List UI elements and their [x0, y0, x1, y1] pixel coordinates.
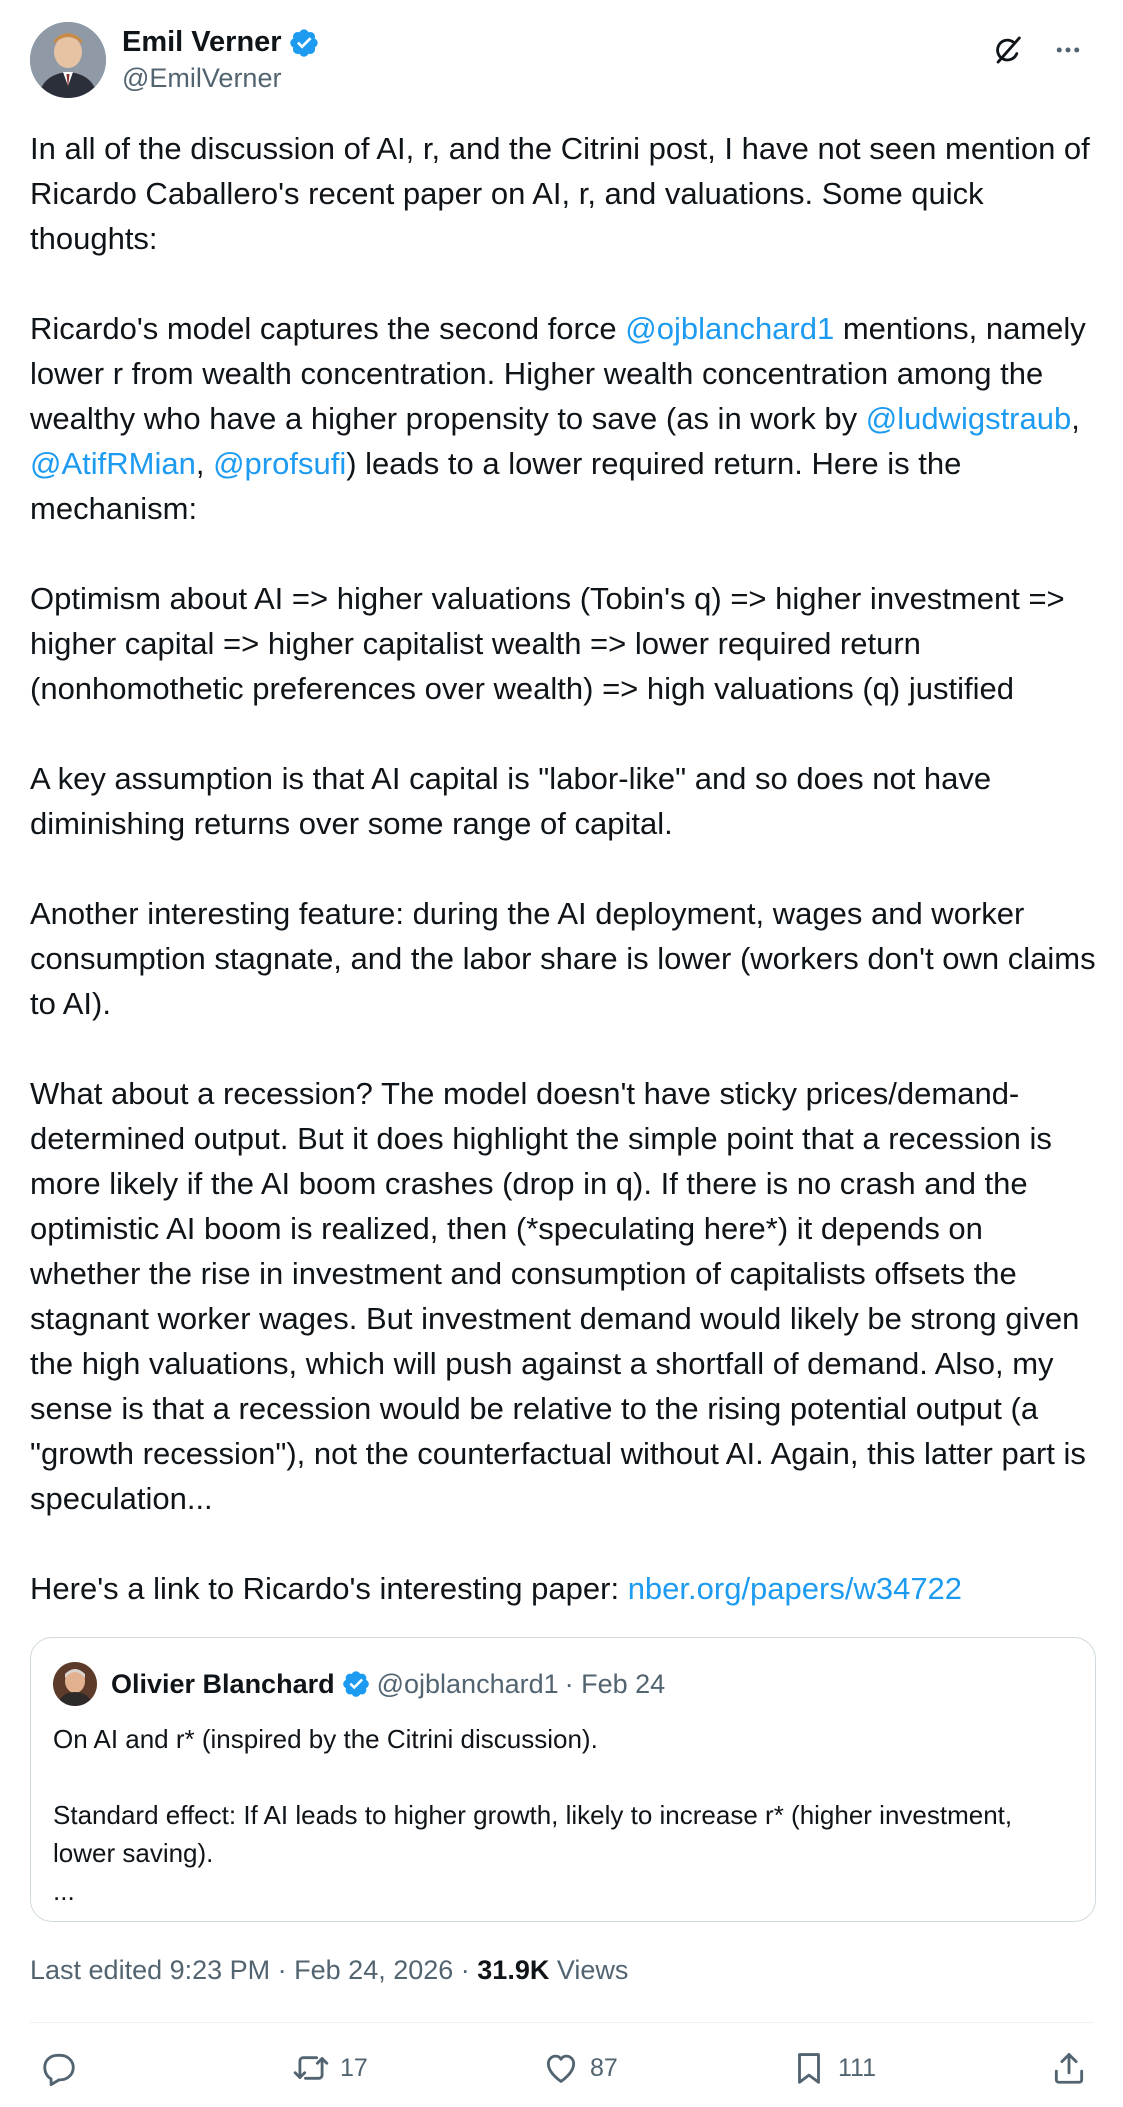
- tweet-header: [30, 20, 1090, 100]
- quoted-author-name[interactable]: Olivier Blanchard: [111, 1668, 335, 1699]
- retweet-icon: [292, 2049, 330, 2087]
- tweet-paragraph: [30, 1566, 1100, 1611]
- mention-link[interactable]: @AtifRMian: [30, 446, 196, 481]
- like-button[interactable]: [542, 2038, 618, 2098]
- more-options-icon[interactable]: [1046, 28, 1090, 72]
- tweet-text-segment: ,: [195, 446, 214, 481]
- quoted-line: Standard effect: If AI leads to higher growth, likely to increase r* (higher investment, lower saving).: [53, 1800, 1013, 1868]
- bookmark-icon: [790, 2049, 828, 2087]
- tweet-paragraph: [30, 306, 1100, 531]
- reply-button[interactable]: [40, 2038, 88, 2098]
- header-actions: [986, 28, 1090, 72]
- author-info: [122, 26, 320, 94]
- author-avatar[interactable]: [30, 22, 106, 98]
- tweet-text-segment: ) leads to a lower required return. Here is the mechanism:: [30, 446, 962, 526]
- tweet-text: [30, 126, 1100, 1611]
- heart-icon: [542, 2049, 580, 2087]
- quoted-author-handle[interactable]: @ojblanchard1: [376, 1668, 559, 1699]
- retweet-count: 17: [340, 2053, 368, 2082]
- tweet-paragraph: [30, 1071, 1100, 1521]
- action-bar: [30, 2038, 1094, 2098]
- bookmark-button[interactable]: [790, 2038, 876, 2098]
- tweet-paragraph: [30, 576, 1100, 711]
- views-count: 31.9K: [477, 1955, 550, 1985]
- views-label: Views: [549, 1955, 629, 1985]
- author-name[interactable]: Emil Verner: [122, 26, 282, 58]
- like-count: 87: [590, 2053, 618, 2082]
- tweet-text-segment: Here's a link to Ricardo's interesting paper:: [30, 1571, 628, 1606]
- paper-link[interactable]: nber.org/papers/w34722: [627, 1571, 963, 1606]
- tweet-text-segment: Another interesting feature: during the AI deployment, wages and worker consumption stagnate, and the labor share is lower (workers don't own claims to AI).: [30, 896, 1096, 1021]
- quoted-tweet-date[interactable]: · Feb 24: [564, 1668, 666, 1699]
- tweet-meta: [30, 1955, 628, 1986]
- edited-timestamp[interactable]: Last edited 9:23 PM · Feb 24, 2026 ·: [30, 1955, 478, 1985]
- tweet-text-segment: Optimism about AI => higher valuations (Tobin's q) => higher investment => higher capital => higher capitalist wealth => lower required return (nonhomothetic preferences over wealth) => high valuations (q) justified: [30, 581, 1065, 706]
- author-handle[interactable]: @EmilVerner: [122, 63, 282, 93]
- mention-link[interactable]: @ojblanchard1: [625, 311, 835, 346]
- tweet-text-segment: Ricardo's model captures the second force: [30, 311, 626, 346]
- quoted-line: On AI and r* (inspired by the Citrini discussion).: [53, 1724, 598, 1754]
- quoted-author-avatar[interactable]: [53, 1662, 97, 1706]
- quoted-tweet-text: [53, 1720, 1063, 1910]
- tweet-paragraph: [30, 126, 1100, 261]
- tweet-paragraph: [30, 891, 1100, 1026]
- divider: [30, 2022, 1094, 2023]
- tweet-text-segment: What about a recession? The model doesn't have sticky prices/demand-determined output. But it does highlight the simple point that a recession is more likely if the AI boom crashes (drop in q). If there is no crash and the optimistic AI boom is realized, then (*speculating here*) it depends on whether the rise in investment and consumption of capitalists offsets the stagnant worker wages. But investment demand would likely be strong given the high valuations, which will push against a shortfall of demand. Also, my sense is that a recession would be relative to the rising potential output (a "growth recession"), not the counterfactual without AI. Again, this latter part is speculation...: [30, 1076, 1086, 1516]
- quoted-tweet[interactable]: [30, 1637, 1096, 1922]
- tweet-text-segment: In all of the discussion of AI, r, and the Citrini post, I have not seen mention of Ricardo Caballero's recent paper on AI, r, and valuations. Some quick thoughts:: [30, 131, 1090, 256]
- quoted-line: ...: [53, 1876, 75, 1906]
- tweet-text-segment: mentions, namely lower r from wealth concentration. Higher wealth concentration among the wealthy who have a higher propensity to save (as in work by: [30, 311, 1086, 436]
- tweet-paragraph: [30, 756, 1100, 846]
- retweet-button[interactable]: [292, 2038, 368, 2098]
- tweet-text-segment: A key assumption is that AI capital is "labor-like" and so does not have diminishing returns over some range of capital.: [30, 761, 992, 841]
- share-icon: [1050, 2049, 1088, 2087]
- quoted-verified-badge-icon: [341, 1669, 371, 1699]
- verified-badge-icon: [288, 27, 320, 59]
- tweet-text-segment: ,: [1071, 401, 1080, 436]
- reply-icon: [40, 2049, 78, 2087]
- mention-link[interactable]: @ludwigstraub: [865, 401, 1072, 436]
- grok-icon[interactable]: [986, 28, 1030, 72]
- share-button[interactable]: [1050, 2038, 1088, 2098]
- mention-link[interactable]: @profsufi: [213, 446, 347, 481]
- bookmark-count: 111: [838, 2053, 877, 2082]
- quoted-tweet-header: [53, 1662, 665, 1706]
